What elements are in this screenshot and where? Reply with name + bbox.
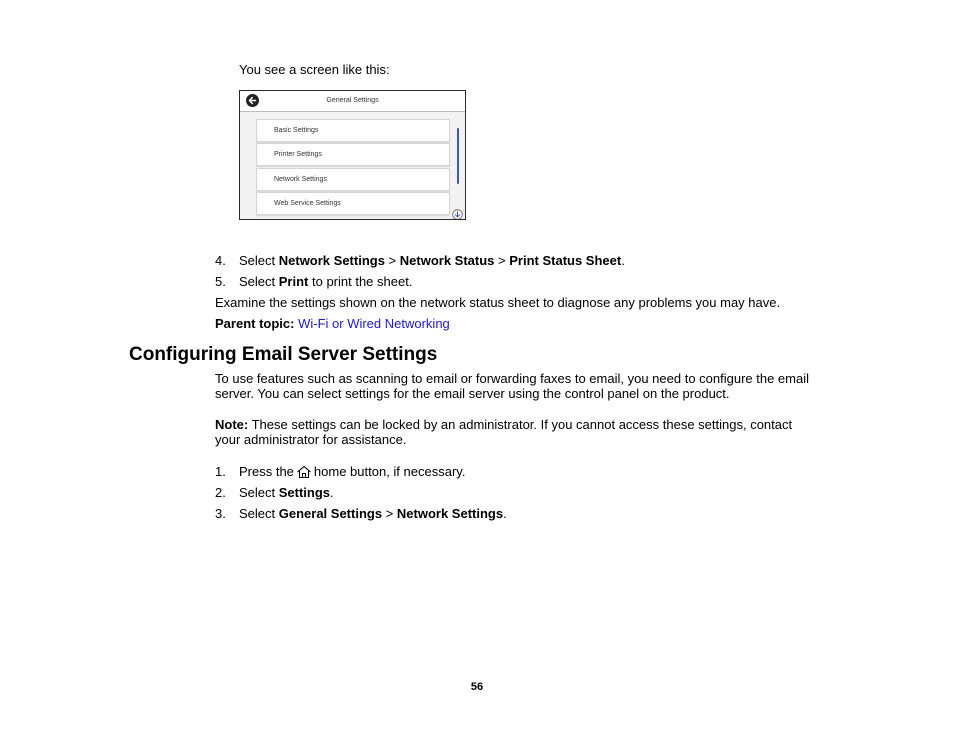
parent-topic [215, 316, 450, 331]
scroll-down-icon[interactable] [452, 207, 463, 218]
step-end: . [330, 485, 334, 500]
step-bold-settings: Settings [278, 485, 331, 500]
step-bold-print-status-sheet: Print Status Sheet [509, 253, 622, 268]
step-number: 2. [215, 485, 226, 500]
separator: > [384, 253, 400, 268]
step-bold-network-status: Network Status [399, 253, 495, 268]
step-1 [215, 464, 465, 482]
step-bold-network-settings: Network Settings [396, 506, 504, 521]
menu-item-network-settings[interactable] [256, 168, 450, 191]
menu-item-label: Web Service Settings [274, 200, 341, 207]
step-text: Press the [239, 464, 294, 479]
screen-title: General Settings [326, 97, 379, 104]
step-text: Select [239, 274, 279, 289]
home-icon [296, 465, 312, 482]
step-end: . [621, 253, 625, 268]
note-line-1 [215, 417, 792, 432]
page-number: 56 [470, 681, 484, 693]
step-text: Select [239, 506, 279, 521]
examine-text: Examine the settings shown on the network status sheet to diagnose any problems you may have. [215, 295, 781, 310]
menu-item-label: Basic Settings [274, 127, 319, 134]
menu-item-label: Printer Settings [274, 151, 322, 158]
step-5 [215, 274, 412, 289]
screen-header [240, 91, 465, 112]
separator: > [382, 506, 397, 521]
step-text: Select [239, 253, 279, 268]
para-line-1: To use features such as scanning to email or forwarding faxes to email, you need to configure the email [215, 371, 809, 386]
note-text: These settings can be locked by an administrator. If you cannot access these settings, contact [248, 417, 793, 432]
screen-image [239, 90, 466, 220]
parent-topic-link[interactable]: Wi-Fi or Wired Networking [298, 316, 450, 331]
step-bold-print: Print [278, 274, 309, 289]
step-3 [215, 506, 507, 521]
step-number: 4. [215, 253, 226, 268]
step-number: 3. [215, 506, 226, 521]
step-4 [215, 253, 625, 268]
menu-item-web-service-settings[interactable] [256, 192, 450, 215]
menu-item-label: Network Settings [274, 176, 327, 183]
menu-item-printer-settings[interactable] [256, 143, 450, 166]
step-bold-network-settings: Network Settings [278, 253, 385, 268]
parent-topic-label: Parent topic: [215, 316, 295, 331]
para-line-2: server. You can select settings for the email server using the control panel on the product. [215, 386, 730, 401]
intro-text: You see a screen like this: [239, 62, 390, 77]
menu-item-basic-settings[interactable] [256, 119, 450, 142]
step-bold-general-settings: General Settings [278, 506, 383, 521]
step-2 [215, 485, 334, 500]
step-number: 5. [215, 274, 226, 289]
step-end: . [503, 506, 507, 521]
step-text: Select [239, 485, 279, 500]
separator: > [494, 253, 510, 268]
step-end: to print the sheet. [308, 274, 413, 289]
note-label: Note: [215, 417, 249, 432]
section-heading: Configuring Email Server Settings [129, 344, 438, 365]
step-number: 1. [215, 464, 226, 479]
note-line-2: your administrator for assistance. [215, 432, 407, 447]
step-end: home button, if necessary. [313, 464, 466, 479]
scrollbar[interactable] [457, 128, 459, 184]
